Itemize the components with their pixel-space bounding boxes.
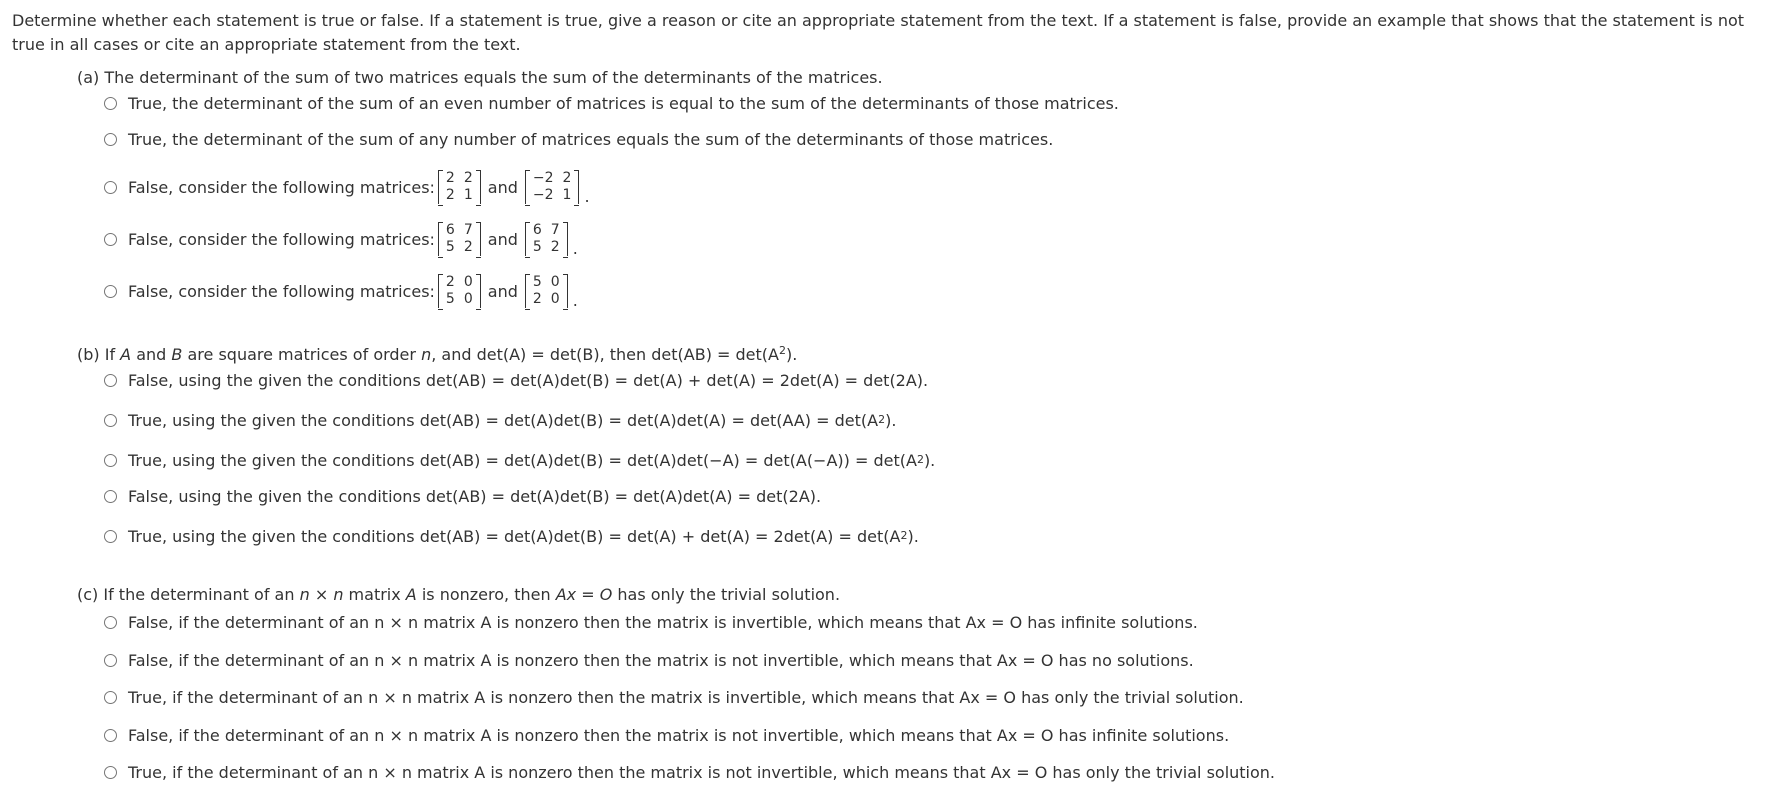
radio-a-2[interactable] — [104, 133, 117, 146]
matrix-a-5-second: 5 0 2 0 — [525, 274, 568, 308]
radio-a-3[interactable] — [104, 181, 117, 194]
radio-c-1[interactable] — [104, 616, 117, 629]
option-b-1[interactable]: False, using the given the conditions det(AB) = det(A)det(B) = det(A) + det(A) = 2det(A) = det(2A). — [104, 370, 928, 390]
option-a-3-label: False, consider the following matrices: — [128, 177, 435, 197]
radio-b-1[interactable] — [104, 374, 117, 387]
option-b-2[interactable]: True, using the given the conditions det(AB) = det(A)det(B) = det(A)det(A) = det(AA) = det(A 2 ). — [104, 410, 896, 430]
option-c-1[interactable]: False, if the determinant of an n × n matrix A is nonzero then the matrix is invertible, which means that Ax = O has infinite solutions. — [104, 612, 1198, 632]
radio-b-5[interactable] — [104, 530, 117, 543]
question-b: (b) If A and B are square matrices of order n, and det(A) = det(B), then $\det(AB) = \det(A^2)$. — [77, 344, 798, 364]
matrix-a-3-first: 2 2 2 1 — [438, 170, 481, 204]
option-a-4[interactable]: False, consider the following matrices: 6 7 5 2 and 6 7 5 2 . — [104, 220, 578, 258]
radio-b-2[interactable] — [104, 414, 117, 427]
matrix-a-5-first: 2 0 5 0 — [438, 274, 481, 308]
radio-c-5[interactable] — [104, 766, 117, 779]
matrix-a-4-second: 6 7 5 2 — [525, 222, 568, 256]
option-a-2[interactable]: True, the determinant of the sum of any number of matrices equals the sum of the determinants of those matrices. — [104, 129, 1053, 149]
option-a-4-label: False, consider the following matrices: — [128, 229, 435, 249]
option-b-5[interactable]: True, using the given the conditions det(AB) = det(A)det(B) = det(A) + det(A) = 2det(A) = det(A 2 ). — [104, 526, 919, 546]
radio-c-3[interactable] — [104, 691, 117, 704]
instructions: Determine whether each statement is true or false. If a statement is true, give a reason or cite an appropriate statement from the text. If a statement is false, provide an example that shows that the statement is not true in all cases or cite an appropriate statement from the text. — [12, 11, 1745, 54]
question-a: (a) The determinant of the sum of two matrices equals the sum of the determinants of the matrices. — [77, 68, 883, 87]
radio-c-2[interactable] — [104, 654, 117, 667]
option-a-5[interactable]: False, consider the following matrices: 2 0 5 0 and 5 0 2 0 . — [104, 272, 578, 310]
radio-b-3[interactable] — [104, 454, 117, 467]
question-c: (c) If the determinant of an n × n matrix A is nonzero, then Ax = O has only the trivial solution. — [77, 585, 841, 604]
option-a-3[interactable]: False, consider the following matrices: 2 2 2 1 and −2 2 −2 1 . — [104, 168, 590, 206]
option-c-4[interactable]: False, if the determinant of an n × n matrix A is nonzero then the matrix is not invertible, which means that Ax = O has infinite solutions. — [104, 725, 1229, 745]
option-c-2[interactable]: False, if the determinant of an n × n matrix A is nonzero then the matrix is not invertible, which means that Ax = O has no solutions. — [104, 650, 1194, 670]
radio-a-1[interactable] — [104, 97, 117, 110]
option-b-4[interactable]: False, using the given the conditions det(AB) = det(A)det(B) = det(A)det(A) = det(2A). — [104, 486, 821, 506]
radio-a-4[interactable] — [104, 233, 117, 246]
radio-b-4[interactable] — [104, 490, 117, 503]
option-a-5-label: False, consider the following matrices: — [128, 281, 435, 301]
option-c-3[interactable]: True, if the determinant of an n × n matrix A is nonzero then the matrix is invertible, which means that Ax = O has only the trivial solution. — [104, 687, 1244, 707]
radio-c-4[interactable] — [104, 729, 117, 742]
radio-a-5[interactable] — [104, 285, 117, 298]
option-a-1[interactable]: True, the determinant of the sum of an even number of matrices is equal to the sum of the determinants of those matrices. — [104, 93, 1119, 113]
option-c-5[interactable]: True, if the determinant of an n × n matrix A is nonzero then the matrix is not invertible, which means that Ax = O has only the trivial solution. — [104, 762, 1275, 782]
option-b-3[interactable]: True, using the given the conditions det(AB) = det(A)det(B) = det(A)det(−A) = det(A(−A)) = det(A 2 ). — [104, 450, 935, 470]
matrix-a-3-second: −2 2 −2 1 — [525, 170, 580, 204]
matrix-a-4-first: 6 7 5 2 — [438, 222, 481, 256]
